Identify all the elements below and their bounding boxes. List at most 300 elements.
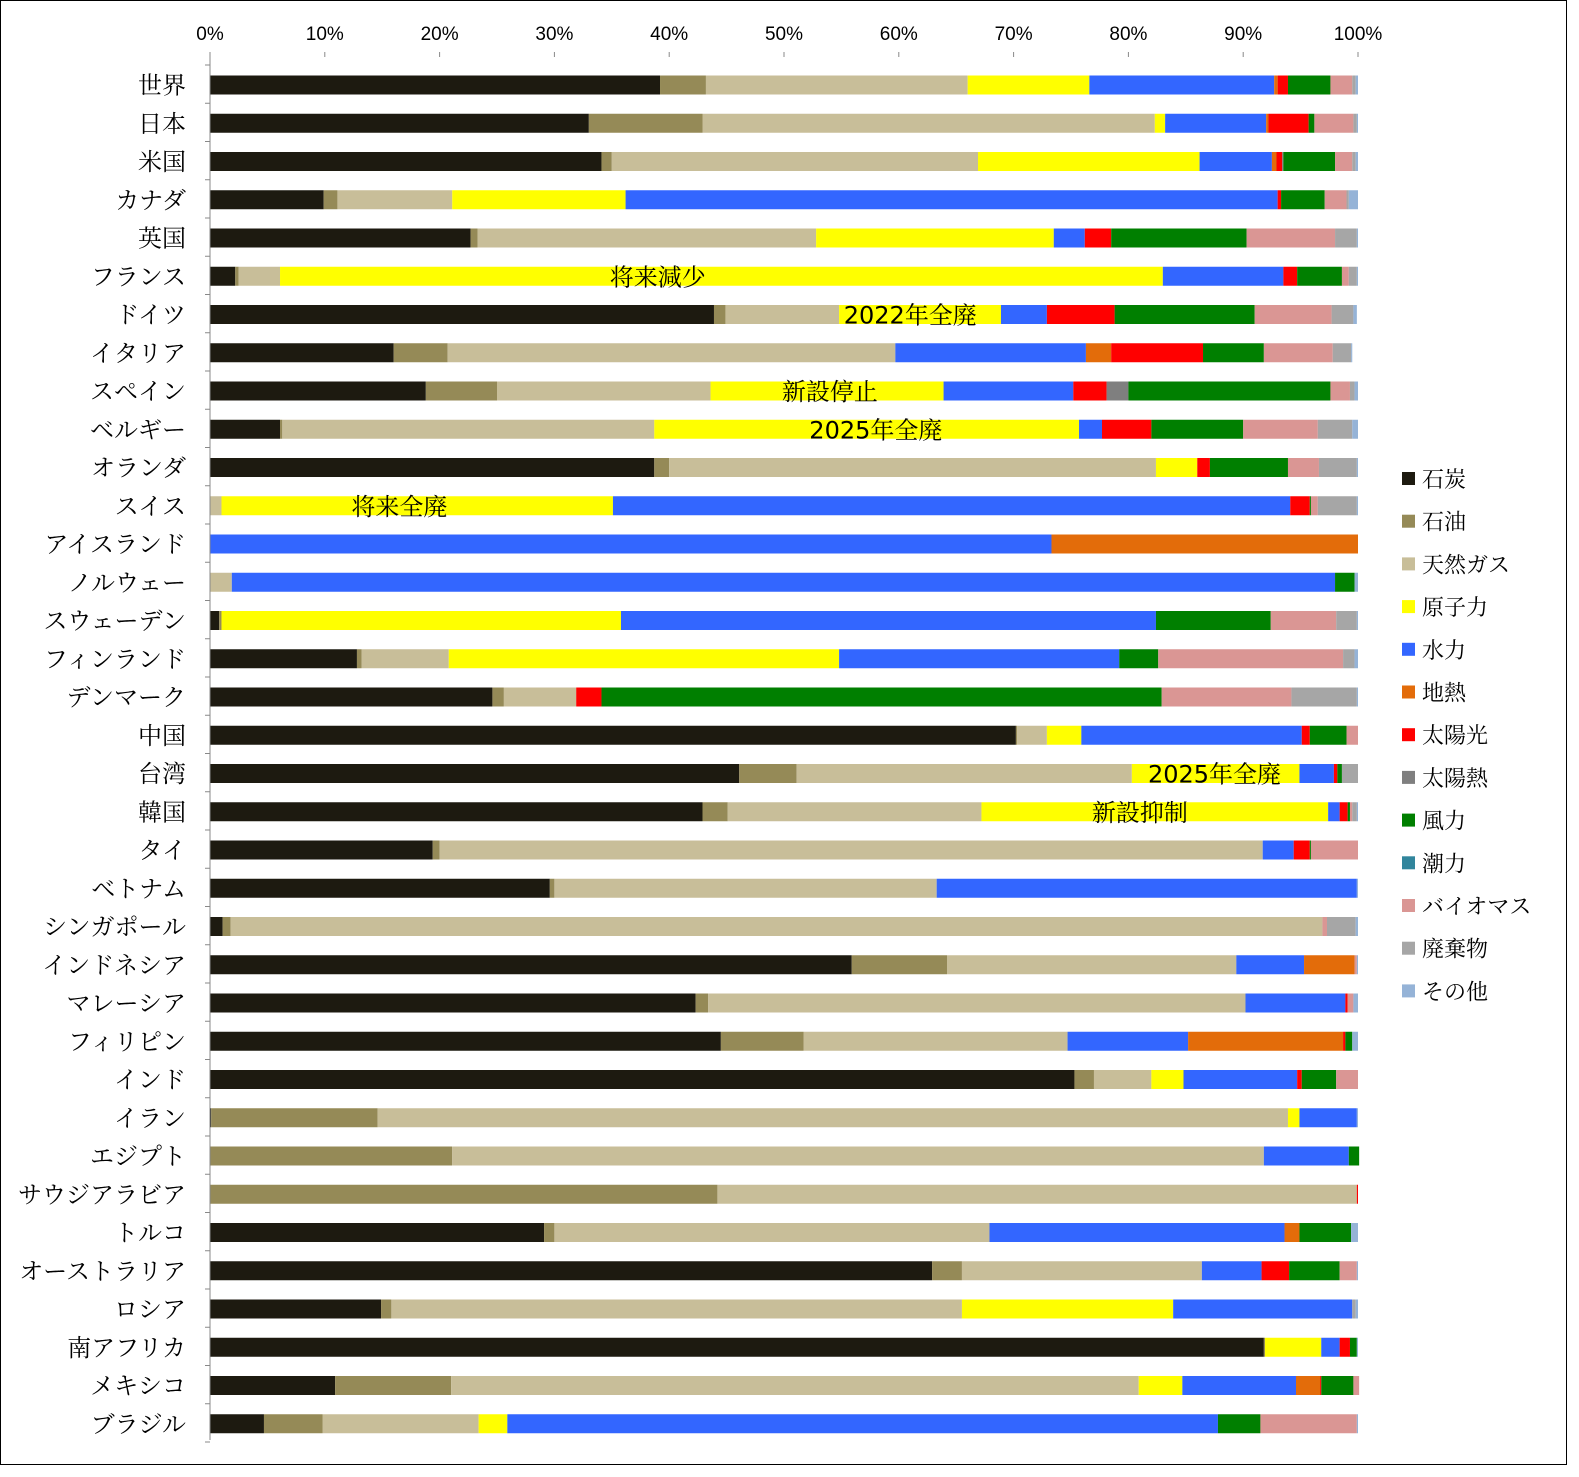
bar-segment <box>210 1414 264 1433</box>
bar-segment <box>357 649 362 668</box>
legend-item <box>1402 852 1466 877</box>
bar-segment <box>937 879 1357 898</box>
bar-segment <box>576 688 601 707</box>
category-label: スウェーデン <box>43 607 186 635</box>
bar-segment <box>239 267 280 286</box>
bar-segment <box>613 496 1290 515</box>
bar-segment <box>1202 1261 1262 1280</box>
bar-segment <box>721 1032 804 1051</box>
bar-row <box>67 1334 1358 1362</box>
bar-segment <box>232 573 1335 592</box>
bar-row <box>42 951 1358 979</box>
bar-segment <box>1054 229 1085 248</box>
x-tick-label: 40% <box>650 24 689 45</box>
bar-segment <box>210 649 357 668</box>
bar-segment <box>1158 649 1343 668</box>
bar-segment <box>210 458 654 477</box>
category-label: サウジアラビア <box>18 1180 186 1209</box>
bar-segment <box>378 1108 1288 1127</box>
bar-segment <box>1047 726 1081 745</box>
bar-segment <box>1299 1223 1351 1242</box>
legend-item <box>1402 682 1467 707</box>
bar-segment <box>1348 802 1350 821</box>
bar-segment <box>1128 382 1330 401</box>
bar-segment <box>1102 420 1151 439</box>
bar-segment <box>1001 305 1047 324</box>
bar-segment <box>1351 1223 1358 1242</box>
bar-segment <box>550 879 555 898</box>
legend-label: 潮力 <box>1422 852 1467 878</box>
category-label: ノルウェー <box>67 568 186 597</box>
bar-row <box>115 186 1358 214</box>
bar-segment <box>1111 343 1203 362</box>
bar-segment <box>210 1223 544 1242</box>
bar-segment <box>1203 343 1264 362</box>
bar-segment <box>1264 1147 1349 1166</box>
category-label: 中国 <box>138 721 186 750</box>
bar-row <box>44 645 1358 673</box>
bar-segment <box>1086 343 1111 362</box>
bar-segment <box>1197 458 1210 477</box>
x-tick-label: 10% <box>305 24 344 45</box>
x-tick-label: 50% <box>764 24 804 45</box>
bar-segment <box>479 1414 508 1433</box>
bar-segment <box>1314 114 1353 133</box>
bar-row <box>90 1143 1359 1171</box>
bar-segment <box>804 1032 1068 1051</box>
bar-segment <box>1283 152 1335 171</box>
bar-segment <box>1357 955 1358 974</box>
bar-segment <box>1073 382 1106 401</box>
bar-segment <box>1200 152 1272 171</box>
bar-segment <box>323 1414 479 1433</box>
x-tick-label: 60% <box>879 24 918 45</box>
bar-segment <box>1357 114 1358 133</box>
bar-segment <box>426 382 497 401</box>
bar-segment <box>210 688 492 707</box>
bar-segment <box>1357 1185 1358 1204</box>
bar-segment <box>1357 1108 1358 1127</box>
bar-segment <box>589 114 703 133</box>
bar-row <box>68 569 1358 597</box>
bar-segment <box>1264 1338 1265 1357</box>
bar-segment <box>554 879 936 898</box>
legend-label: 原子力 <box>1422 596 1489 622</box>
bar-segment <box>391 1300 962 1319</box>
category-label: インド <box>114 1066 186 1094</box>
bar-segment <box>714 305 725 324</box>
bar-segment <box>211 1108 377 1127</box>
bar-segment <box>1340 1261 1357 1280</box>
bar-segment <box>1348 994 1354 1013</box>
bar-row <box>44 531 1358 559</box>
bar-segment <box>210 611 219 630</box>
bar-segment <box>210 955 852 974</box>
annotation-label: 2022年全廃 <box>843 301 977 330</box>
bar-segment <box>1318 496 1357 515</box>
x-tick-label: 70% <box>994 24 1033 45</box>
bar-row <box>114 1104 1358 1132</box>
legend-item <box>1402 596 1488 621</box>
bar-segment <box>725 305 839 324</box>
bar-segment <box>1271 611 1336 630</box>
x-tick-label: 0% <box>196 24 224 45</box>
legend-item <box>1402 468 1466 493</box>
legend-swatch <box>1402 942 1415 955</box>
bar-row <box>91 875 1358 903</box>
legend-label: 石油 <box>1422 510 1467 536</box>
bar-segment <box>223 917 231 936</box>
bar-segment <box>448 343 896 362</box>
bar-segment <box>1330 382 1350 401</box>
bar-segment <box>1278 76 1288 95</box>
bar-segment <box>1320 1376 1321 1395</box>
bar-segment <box>1335 229 1357 248</box>
bar-segment <box>1352 76 1355 95</box>
bar-segment <box>337 190 452 209</box>
bar-segment <box>1357 229 1358 248</box>
bar-segment <box>1357 458 1358 477</box>
bar-segment <box>1266 114 1268 133</box>
bar-segment <box>492 688 503 707</box>
bar-segment <box>696 994 709 1013</box>
bar-segment <box>1162 688 1292 707</box>
bar-row <box>138 148 1358 176</box>
bar-segment <box>728 802 982 821</box>
bar-segment <box>219 611 221 630</box>
bar-segment <box>1356 917 1358 936</box>
bar-segment <box>1151 1070 1183 1089</box>
bar-row <box>43 913 1358 941</box>
x-tick-label: 100% <box>1333 24 1383 45</box>
bar-segment <box>210 1338 1264 1357</box>
bar-segment <box>1288 76 1330 95</box>
bar-segment <box>452 190 625 209</box>
bar-segment <box>1321 1338 1339 1357</box>
category-label: トルコ <box>114 1219 186 1247</box>
category-label: メキシコ <box>90 1372 186 1400</box>
bar-segment <box>601 688 1161 707</box>
x-axis-top <box>196 24 1382 45</box>
bar-segment <box>962 1261 1202 1280</box>
bar-row <box>90 339 1352 367</box>
bar-row <box>90 1372 1359 1400</box>
bar-row <box>91 1410 1358 1438</box>
legend-swatch <box>1402 899 1415 912</box>
bar-segment <box>1245 994 1345 1013</box>
bar-segment <box>1262 1261 1290 1280</box>
bar-segment <box>706 76 968 95</box>
bar-segment <box>1156 611 1271 630</box>
bar-segment <box>1342 267 1349 286</box>
bar-segment <box>947 955 1236 974</box>
bar-segment <box>282 420 654 439</box>
bar-segment <box>362 649 449 668</box>
legend-label: 石炭 <box>1422 468 1467 493</box>
bar-segment <box>504 688 576 707</box>
bar-segment <box>210 305 714 324</box>
category-label: 台湾 <box>138 760 186 788</box>
category-label: アイスランド <box>44 530 186 559</box>
legend-label: 太陽熱 <box>1422 766 1489 792</box>
legend <box>1402 468 1531 1005</box>
bar-segment <box>1288 1108 1299 1127</box>
bar-row <box>90 416 1358 444</box>
bar-segment <box>1289 1261 1340 1280</box>
legend-item <box>1402 980 1488 1005</box>
category-label: タイ <box>138 836 186 865</box>
bar-row <box>138 110 1358 138</box>
bar-segment <box>210 382 426 401</box>
bar-segment <box>1350 382 1355 401</box>
category-label: オランダ <box>90 454 186 482</box>
bar-segment <box>1355 573 1358 592</box>
legend-label: その他 <box>1422 980 1489 1006</box>
bar-segment <box>1351 343 1352 362</box>
bar-segment <box>932 1261 962 1280</box>
bar-segment <box>433 841 440 860</box>
category-label: オーストラリア <box>19 1257 186 1286</box>
legend-item <box>1402 938 1488 963</box>
bar-segment <box>1357 1414 1358 1433</box>
bar-segment <box>962 1300 1173 1319</box>
bar-segment <box>210 1147 452 1166</box>
bar-segment <box>1310 496 1311 515</box>
bar-segment <box>978 152 1200 171</box>
bar-segment <box>1322 917 1327 936</box>
bar-row <box>68 1028 1358 1056</box>
bar-segment <box>717 1185 1356 1204</box>
bar-row <box>114 1066 1358 1094</box>
bar-segment <box>1085 229 1111 248</box>
bar-row <box>138 722 1358 750</box>
bar-segment <box>626 190 1278 209</box>
bar-segment <box>1356 1300 1358 1319</box>
bar-segment <box>1294 841 1310 860</box>
bar-segment <box>394 343 448 362</box>
bar-segment <box>1309 114 1315 133</box>
bar-row <box>19 1257 1358 1285</box>
bar-segment <box>1247 229 1335 248</box>
bar-segment <box>1184 1070 1298 1089</box>
bar-segment <box>702 114 1154 133</box>
bar-segment <box>1304 955 1355 974</box>
bar-segment <box>660 76 706 95</box>
bar-segment <box>221 611 621 630</box>
bar-segment <box>554 1223 989 1242</box>
bar-segment <box>1340 1338 1350 1357</box>
bar-segment <box>210 1070 1074 1089</box>
bar-segment <box>1357 1261 1358 1280</box>
bar-segment <box>1276 152 1282 171</box>
bar-segment <box>1081 726 1301 745</box>
bar-segment <box>210 229 471 248</box>
bar-segment <box>210 1376 335 1395</box>
bar-segment <box>1332 305 1354 324</box>
bar-segment <box>1296 1376 1320 1395</box>
legend-label: 天然ガス <box>1422 553 1511 579</box>
bar-segment <box>1333 343 1351 362</box>
bar-segment <box>1356 152 1358 171</box>
bar-segment <box>477 229 816 248</box>
legend-item <box>1402 511 1466 536</box>
annotation-label: 将来減少 <box>609 263 706 292</box>
bar-segment <box>1342 764 1358 783</box>
bar-segment <box>381 1300 391 1319</box>
bar-segment <box>895 343 1086 362</box>
bar-segment <box>1182 1376 1296 1395</box>
bar-segment <box>210 190 324 209</box>
bar-segment <box>1210 458 1288 477</box>
bar-segment <box>1357 496 1358 515</box>
bar-segment <box>1139 1376 1183 1395</box>
bar-segment <box>210 802 702 821</box>
legend-swatch <box>1402 686 1415 699</box>
bar-row <box>114 1219 1358 1247</box>
bar-segment <box>324 190 338 209</box>
bar-segment <box>1352 1300 1355 1319</box>
bar-segment <box>210 841 433 860</box>
legend-swatch <box>1402 814 1415 827</box>
legend-swatch <box>1402 984 1415 997</box>
bar-segment <box>1263 841 1294 860</box>
category-label: 英国 <box>138 224 186 253</box>
bar-segment <box>440 841 1263 860</box>
bar-segment <box>1340 802 1348 821</box>
bar-segment <box>1278 190 1281 209</box>
bar-segment <box>852 955 947 974</box>
bar-segment <box>335 1376 451 1395</box>
bar-segment <box>1111 229 1246 248</box>
legend-swatch <box>1402 771 1415 784</box>
bar-segment <box>1107 382 1129 401</box>
category-label: 日本 <box>138 109 186 138</box>
bar-segment <box>1243 420 1318 439</box>
category-label: 米国 <box>138 148 186 176</box>
bar-segment <box>1355 955 1357 974</box>
legend-label: 廃棄物 <box>1422 937 1489 963</box>
category-label: カナダ <box>115 186 186 215</box>
bar-segment <box>1074 1070 1094 1089</box>
bar-segment <box>797 764 1132 783</box>
bar-segment <box>1355 382 1358 401</box>
bar-segment <box>1349 267 1357 286</box>
bar-segment <box>1347 190 1349 209</box>
bar-segment <box>1297 1070 1302 1089</box>
bar-segment <box>210 879 550 898</box>
bar-segment <box>1352 152 1355 171</box>
bar-segment <box>1094 1070 1151 1089</box>
bar-segment <box>1327 917 1356 936</box>
bar-segment <box>1290 496 1310 515</box>
bar-segment <box>1335 152 1352 171</box>
bar-segment <box>210 76 660 95</box>
bar-segment <box>1343 1032 1345 1051</box>
bar-segment <box>264 1414 323 1433</box>
bar-segment <box>621 611 1156 630</box>
bar-segment <box>210 1185 717 1204</box>
annotation-label: 2025年全廃 <box>1147 760 1282 789</box>
bar-segment <box>1188 1032 1343 1051</box>
bar-segment <box>1336 611 1357 630</box>
category-label: 南アフリカ <box>67 1333 186 1362</box>
bar-row <box>18 1181 1358 1209</box>
bar-segment <box>1283 267 1297 286</box>
bar-segment <box>1345 994 1347 1013</box>
bar-segment <box>702 802 727 821</box>
legend-item <box>1402 639 1466 664</box>
bar-segment <box>1356 76 1358 95</box>
bar-segment <box>1310 841 1311 860</box>
bar-segment <box>1260 1414 1356 1433</box>
category-label: フランス <box>90 262 186 291</box>
bar-row <box>66 684 1358 712</box>
bar-segment <box>210 420 280 439</box>
legend-label: 太陽光 <box>1422 724 1489 750</box>
legend-swatch <box>1402 643 1415 656</box>
x-tick-label: 90% <box>1224 24 1263 45</box>
bar-segment <box>471 229 478 248</box>
bar-segment <box>210 535 1051 554</box>
bar-segment <box>231 917 1323 936</box>
bar-segment <box>654 458 669 477</box>
bar-segment <box>1302 1070 1336 1089</box>
bar-segment <box>1281 190 1325 209</box>
bar-row <box>66 990 1358 1018</box>
bar-segment <box>1236 955 1304 974</box>
bar-segment <box>1336 1070 1358 1089</box>
bar-segment <box>1272 152 1277 171</box>
category-label: フィンランド <box>43 645 186 674</box>
bar-segment <box>1265 1338 1321 1357</box>
bar-segment <box>1345 1032 1352 1051</box>
bar-segment <box>1337 764 1342 783</box>
bar-row <box>91 263 1358 291</box>
bar-segment <box>1274 76 1277 95</box>
legend-swatch <box>1402 600 1415 613</box>
bar-segment <box>1318 420 1352 439</box>
bar-segment <box>1119 649 1158 668</box>
bar-segment <box>1268 114 1308 133</box>
bar-segment <box>210 994 696 1013</box>
category-label: 世界 <box>138 71 186 100</box>
annotation-label: 2025年全廃 <box>809 416 943 445</box>
bar-segment <box>1330 76 1352 95</box>
bar-row <box>43 607 1358 635</box>
bar-segment <box>210 152 601 171</box>
bar-segment <box>1255 305 1332 324</box>
bar-segment <box>1352 420 1358 439</box>
annotation-label: 将来全廃 <box>351 492 448 521</box>
bar-segment <box>989 1223 1284 1242</box>
bar-segment <box>1357 611 1358 630</box>
bar-segment <box>1285 1223 1300 1242</box>
bar-segment <box>497 382 711 401</box>
bar-segment <box>1352 1032 1358 1051</box>
bar-segment <box>210 764 739 783</box>
bar-segment <box>1355 649 1358 668</box>
category-label: シンガポール <box>43 913 186 941</box>
x-tick-label: 80% <box>1109 24 1148 45</box>
bar-segment <box>452 1147 1264 1166</box>
x-tick-label: 30% <box>535 24 574 45</box>
bar-segment <box>1079 420 1102 439</box>
bar-segment <box>1299 1108 1356 1127</box>
bar-segment <box>1353 994 1358 1013</box>
bar-segment <box>210 573 232 592</box>
bar-segment <box>1173 1300 1352 1319</box>
bar-segment <box>708 994 1245 1013</box>
